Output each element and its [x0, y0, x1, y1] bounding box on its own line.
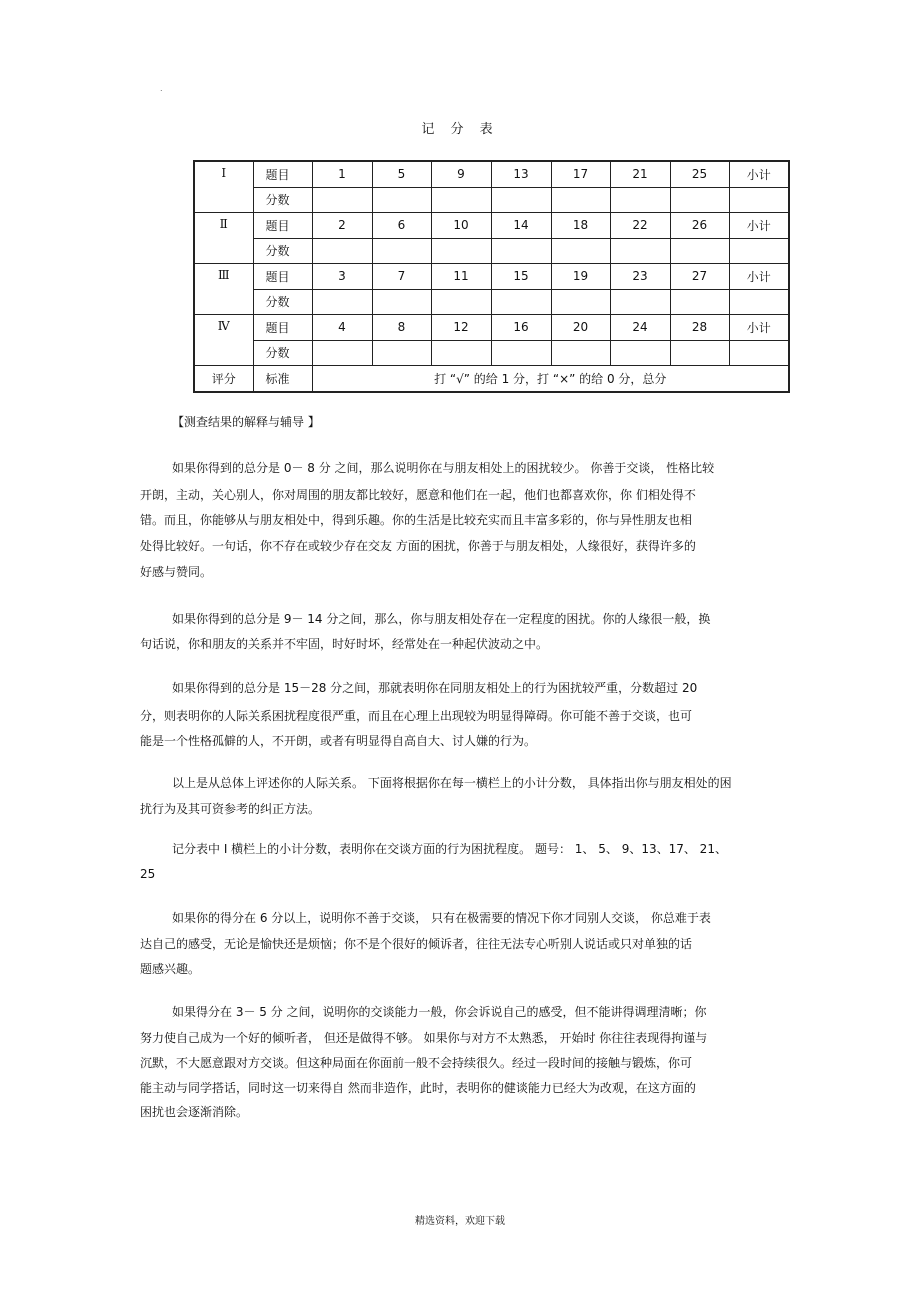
- score-cell[interactable]: [372, 340, 431, 366]
- paragraph-line: 题感兴趣。: [140, 962, 201, 976]
- item-number: 28: [670, 315, 729, 341]
- paragraph-line: 处得比较好。一句话，你不存在或较少存在交友 方面的困扰，你善于与朋友相处，人缘很好，获得许多的: [140, 539, 696, 553]
- item-number: 5: [372, 161, 431, 187]
- subtotal-cell[interactable]: [729, 187, 789, 213]
- item-row-label: 题目: [253, 315, 312, 341]
- score-cell[interactable]: [670, 340, 729, 366]
- item-number: 27: [670, 264, 729, 290]
- paragraph-line: 如果你的得分在 6 分以上，说明你不善于交谈， 只有在极需要的情况下你才同别人交谈， 你总难于表: [172, 911, 711, 925]
- item-number: 7: [372, 264, 431, 290]
- paragraph-line: 扰行为及其可资参考的纠正方法。: [140, 802, 321, 816]
- score-cell[interactable]: [610, 187, 670, 213]
- paragraph-line: 努力使自己成为一个好的倾听者， 但还是做得不够。 如果你与对方不太熟悉， 开始时 你往往表现得拘谨与: [140, 1031, 708, 1045]
- score-cell[interactable]: [372, 289, 431, 315]
- subtotal-cell[interactable]: [729, 289, 789, 315]
- score-cell[interactable]: [610, 289, 670, 315]
- paragraph-line: 如果得分在 3－ 5 分 之间，说明你的交谈能力一般，你会诉说自己的感受，但不能讲得调理清晰；你: [172, 1005, 707, 1019]
- paragraph-line: 分，则表明你的人际关系困扰程度很严重，而且在心理上出现较为明显得障碍。你可能不善于交谈，也可: [140, 709, 693, 723]
- paragraph-line: 如果你得到的总分是 9－ 14 分之间，那么，你与朋友相处存在一定程度的困扰。你的人缘很一般，换: [172, 612, 711, 626]
- table-row: [194, 315, 789, 341]
- paragraph-line: 句话说，你和朋友的关系并不牢固，时好时坏，经常处在一种起伏波动之中。: [140, 637, 549, 651]
- item-number: 21: [610, 161, 670, 187]
- table-row: [194, 161, 789, 187]
- score-row-label: 分数: [253, 340, 312, 366]
- item-number: 18: [551, 213, 610, 239]
- score-cell[interactable]: [670, 187, 729, 213]
- item-number: 16: [491, 315, 551, 341]
- item-number: 6: [372, 213, 431, 239]
- score-table: [193, 160, 790, 393]
- item-number: 24: [610, 315, 670, 341]
- subtotal-label: 小计: [729, 213, 789, 239]
- standard-label: 标准: [253, 366, 312, 392]
- rating-label: 评分: [194, 366, 253, 392]
- score-cell[interactable]: [491, 187, 551, 213]
- item-number: 23: [610, 264, 670, 290]
- score-cell[interactable]: [491, 289, 551, 315]
- score-row-label: 分数: [253, 238, 312, 264]
- table-row: [194, 187, 789, 213]
- table-row: [194, 213, 789, 239]
- item-number: 2: [312, 213, 372, 239]
- results-heading: 【测查结果的解释与辅导 】: [172, 415, 320, 429]
- score-cell[interactable]: [670, 238, 729, 264]
- subtotal-label: 小计: [729, 264, 789, 290]
- item-number: 8: [372, 315, 431, 341]
- paragraph-line: 能主动与同学搭话，同时这一切来得自 然而非造作，此时，表明你的健谈能力已经大为改观，在这方面的: [140, 1081, 696, 1095]
- item-number: 13: [491, 161, 551, 187]
- section-label: Ⅳ: [194, 315, 253, 366]
- item-number: 26: [670, 213, 729, 239]
- subtotal-label: 小计: [729, 315, 789, 341]
- paragraph-line: 好感与赞同。: [140, 565, 213, 579]
- score-cell[interactable]: [610, 340, 670, 366]
- subtotal-cell[interactable]: [729, 340, 789, 366]
- paragraph-line: 25: [140, 867, 156, 881]
- paragraph-line: 错。而且，你能够从与朋友相处中，得到乐趣。你的生活是比较充实而且丰富多彩的，你与异性朋友也相: [140, 513, 693, 527]
- score-row-label: 分数: [253, 187, 312, 213]
- paragraph-line: 困扰也会逐渐消除。: [140, 1105, 249, 1119]
- item-number: 4: [312, 315, 372, 341]
- score-cell[interactable]: [610, 238, 670, 264]
- score-cell[interactable]: [551, 187, 610, 213]
- score-cell[interactable]: [431, 340, 491, 366]
- item-number: 15: [491, 264, 551, 290]
- table-row: [194, 264, 789, 290]
- item-number: 20: [551, 315, 610, 341]
- table-row: [194, 366, 789, 392]
- page-footer: 精选资料，欢迎下载: [415, 1216, 505, 1227]
- paragraph-line: 记分表中 Ⅰ 横栏上的小计分数，表明你在交谈方面的行为困扰程度。 题号： 1、 5、 9、13、17、 21、: [172, 842, 727, 856]
- score-cell[interactable]: [312, 340, 372, 366]
- item-number: 22: [610, 213, 670, 239]
- item-number: 14: [491, 213, 551, 239]
- subtotal-cell[interactable]: [729, 238, 789, 264]
- page-title: 记 分 表: [421, 122, 499, 137]
- paragraph-line: 以上是从总体上评述你的人际关系。 下面将根据你在每一横栏上的小计分数， 具体指出你与朋友相处的困: [172, 776, 732, 790]
- item-row-label: 题目: [253, 264, 312, 290]
- score-cell[interactable]: [551, 340, 610, 366]
- item-row-label: 题目: [253, 213, 312, 239]
- section-label: Ⅰ: [194, 161, 253, 213]
- item-number: 11: [431, 264, 491, 290]
- table-row: [194, 340, 789, 366]
- score-cell[interactable]: [372, 187, 431, 213]
- subtotal-label: 小计: [729, 161, 789, 187]
- paragraph-line: 能是一个性格孤僻的人，不开朗，或者有明显得自高自大、讨人嫌的行为。: [140, 734, 537, 748]
- item-number: 3: [312, 264, 372, 290]
- section-label: Ⅱ: [194, 213, 253, 264]
- table-row: [194, 289, 789, 315]
- item-number: 10: [431, 213, 491, 239]
- paragraph-line: 达自己的感受，无论是愉快还是烦恼；你不是个很好的倾诉者，往往无法专心听别人说话或只对单独的话: [140, 937, 693, 951]
- item-number: 25: [670, 161, 729, 187]
- paragraph-line: 如果你得到的总分是 0－ 8 分 之间，那么说明你在与朋友相处上的困扰较少。 你善于交谈， 性格比较: [172, 461, 715, 475]
- score-cell[interactable]: [372, 238, 431, 264]
- item-row-label: 题目: [253, 161, 312, 187]
- score-cell[interactable]: [491, 238, 551, 264]
- score-cell[interactable]: [670, 289, 729, 315]
- table-row: [194, 238, 789, 264]
- item-number: 19: [551, 264, 610, 290]
- score-cell[interactable]: [431, 187, 491, 213]
- score-cell[interactable]: [312, 238, 372, 264]
- item-number: 17: [551, 161, 610, 187]
- score-cell[interactable]: [431, 238, 491, 264]
- paragraph-line: 如果你得到的总分是 15－28 分之间，那就表明你在同朋友相处上的行为困扰较严重，分数超过 20: [172, 681, 698, 695]
- score-cell[interactable]: [551, 289, 610, 315]
- item-number: 12: [431, 315, 491, 341]
- section-label: Ⅲ: [194, 264, 253, 315]
- item-number: 1: [312, 161, 372, 187]
- score-cell[interactable]: [551, 238, 610, 264]
- score-cell[interactable]: [312, 289, 372, 315]
- page-mark: .: [160, 84, 163, 93]
- item-number: 9: [431, 161, 491, 187]
- score-row-label: 分数: [253, 289, 312, 315]
- score-cell[interactable]: [491, 340, 551, 366]
- paragraph-line: 沉默，不大愿意跟对方交谈。但这种局面在你面前一般不会持续很久。经过一段时间的接触与锻炼，你可: [140, 1056, 693, 1070]
- scoring-rule: 打 “√” 的给 1 分，打 “×” 的给 0 分，总分: [312, 366, 789, 392]
- paragraph-line: 开朗，主动，关心别人，你对周围的朋友都比较好，愿意和他们在一起，他们也都喜欢你，你 们相处得不: [140, 488, 696, 502]
- score-cell[interactable]: [312, 187, 372, 213]
- score-cell[interactable]: [431, 289, 491, 315]
